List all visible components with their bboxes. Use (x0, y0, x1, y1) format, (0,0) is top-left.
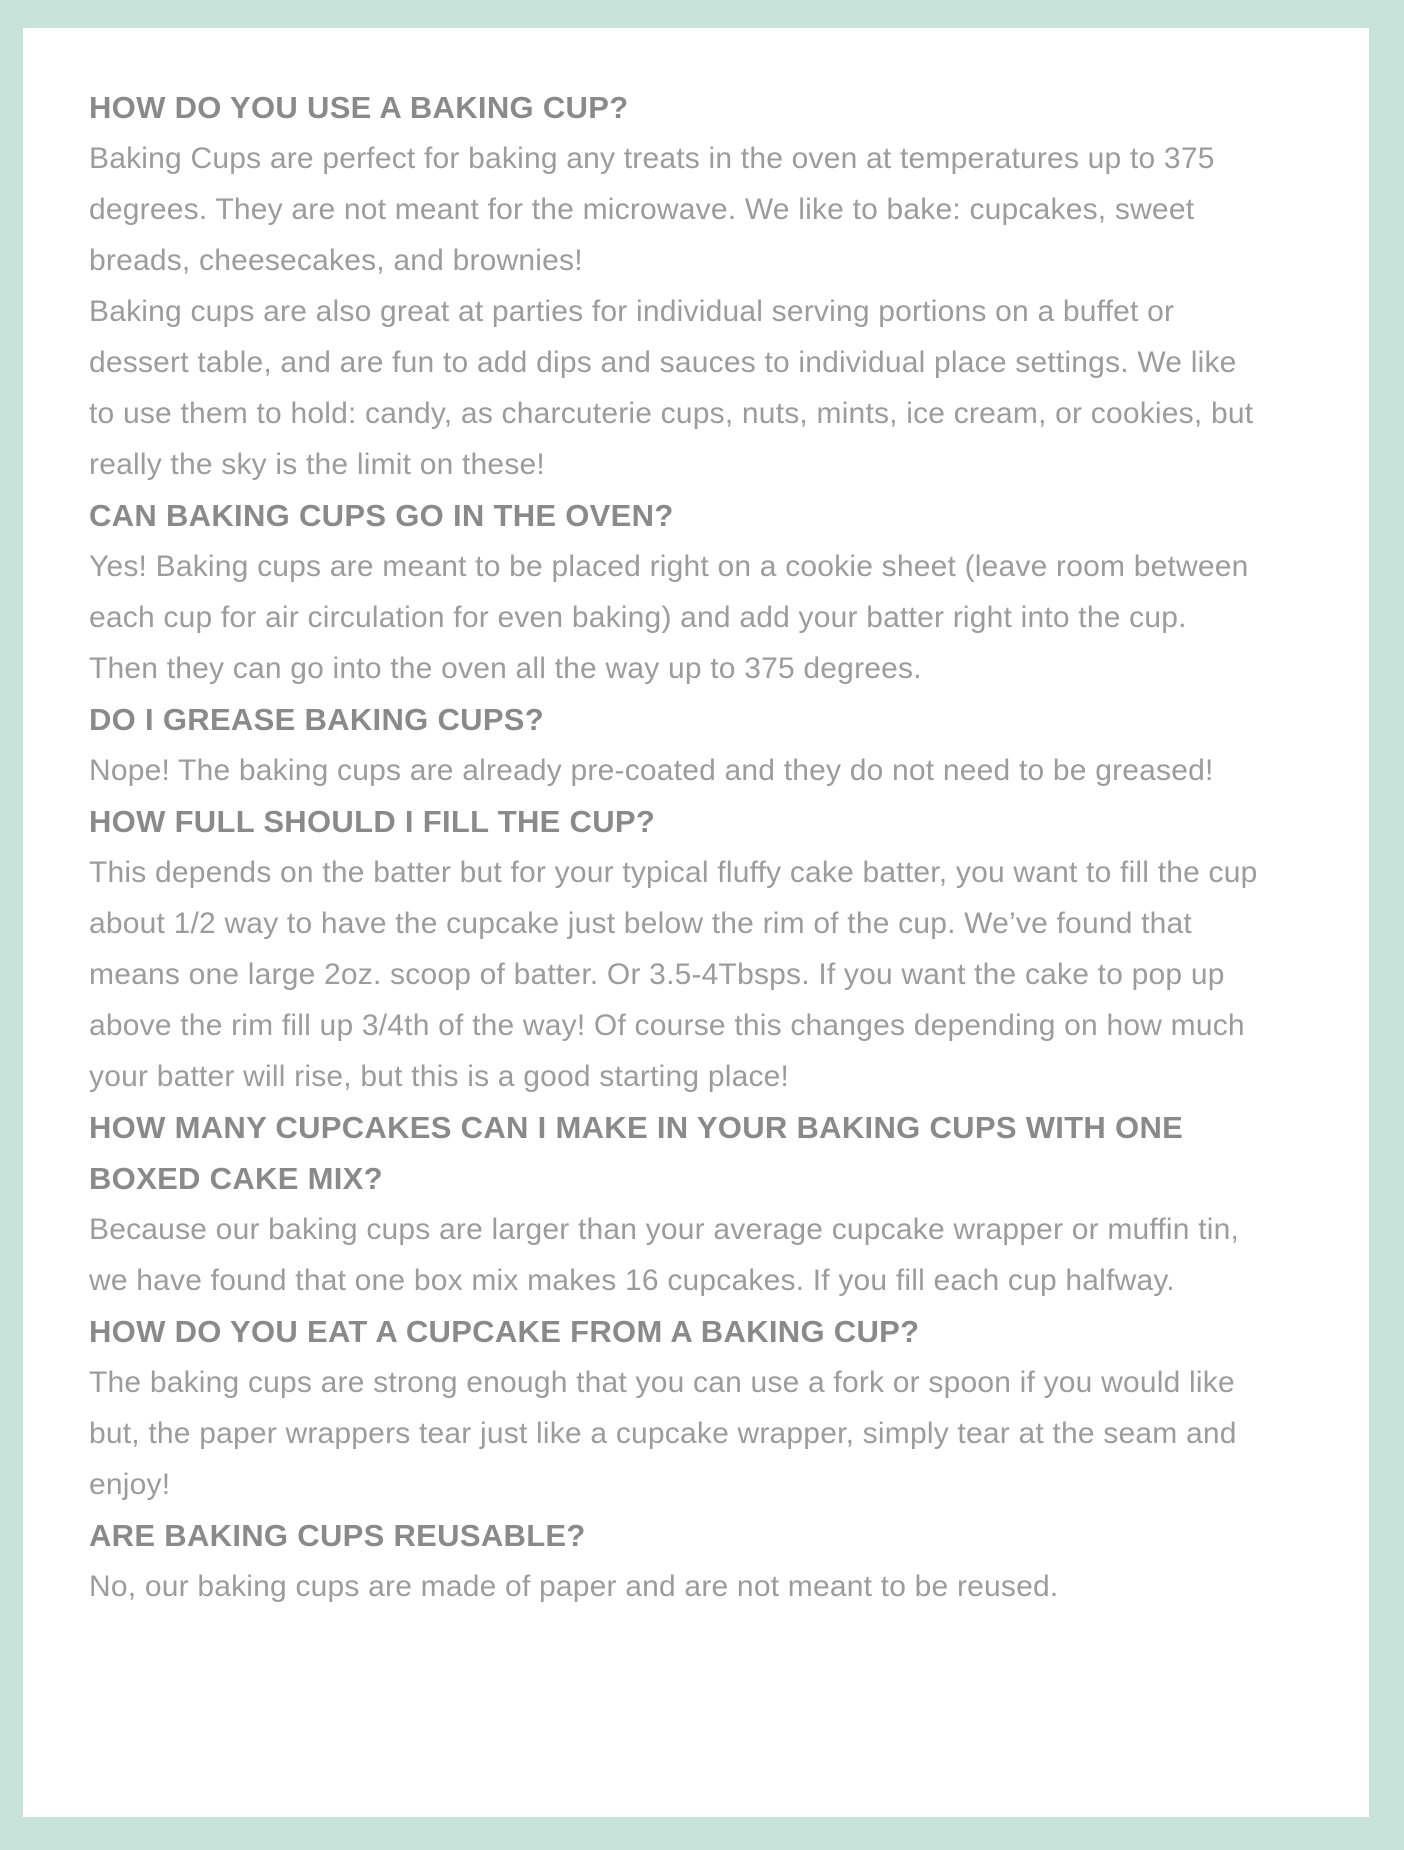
faq-question: HOW DO YOU EAT A CUPCAKE FROM A BAKING CUP? (89, 1314, 920, 1349)
faq-answer: The baking cups are strong enough that you can use a fork or spoon if you would like but, the paper wrappers tear just like a cupcake wrapper, simply tear at the seam and enjoy! (89, 1366, 1237, 1501)
faq-answer: Baking Cups are perfect for baking any treats in the oven at temperatures up to 375 degrees. They are not meant for the microwave. We like to bake: cupcakes, sweet breads, cheesecakes, and brownies! (89, 142, 1215, 277)
faq-answer: Because our baking cups are larger than your average cupcake wrapper or muffin tin, we have found that one box mix makes 16 cupcakes. If you fill each cup halfway. (89, 1213, 1240, 1297)
faq-content (89, 82, 1259, 1612)
faq-answer: This depends on the batter but for your typical fluffy cake batter, you want to fill the cup about 1/2 way to have the cupcake just below the rim of the cup. We’ve found that means one large 2oz. scoop of batter. Or 3.5-4Tbsps. If you want the cake to pop up above the rim fill up 3/4th of the way! Of course this changes depending on how much your batter will rise, but this is a good starting place! (89, 856, 1258, 1093)
faq-question: CAN BAKING CUPS GO IN THE OVEN? (89, 498, 674, 533)
document-card (23, 28, 1369, 1817)
faq-question: HOW FULL SHOULD I FILL THE CUP? (89, 804, 656, 839)
faq-question: DO I GREASE BAKING CUPS? (89, 702, 545, 737)
faq-answer: No, our baking cups are made of paper and are not meant to be reused. (89, 1570, 1059, 1603)
faq-answer: Nope! The baking cups are already pre-coated and they do not need to be greased! (89, 754, 1214, 787)
faq-answer: Yes! Baking cups are meant to be placed right on a cookie sheet (leave room between each cup for air circulation for even baking) and add your batter right into the cup. Then they can go into the oven all the way up to 375 degrees. (89, 550, 1249, 685)
faq-question: HOW MANY CUPCAKES CAN I MAKE IN YOUR BAKING CUPS WITH ONE BOXED CAKE MIX? (89, 1110, 1184, 1196)
faq-answer: Baking cups are also great at parties for individual serving portions on a buffet or dessert table, and are fun to add dips and sauces to individual place settings. We like to use them to hold: candy, as charcuterie cups, nuts, mints, ice cream, or cookies, but really the sky is the limit on these! (89, 295, 1254, 481)
faq-question: ARE BAKING CUPS REUSABLE? (89, 1518, 586, 1553)
faq-question: HOW DO YOU USE A BAKING CUP? (89, 90, 629, 125)
